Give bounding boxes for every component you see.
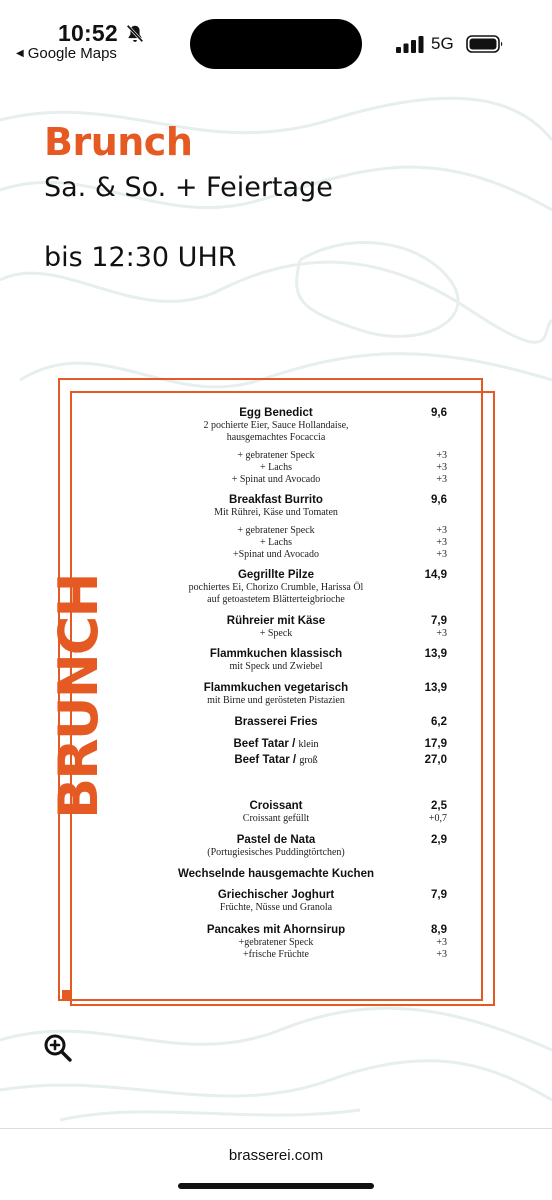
item-desc: Früchte, Nüsse und Granola	[219, 902, 333, 913]
item-desc: mit Birne und gerösteten Pistazien	[207, 695, 345, 706]
addon-price: +3	[436, 450, 447, 461]
menu-item	[160, 834, 392, 859]
page-title: Brunch	[44, 120, 193, 164]
menu-item	[160, 716, 392, 729]
item-price: 9,6	[431, 407, 447, 419]
item-price: 13,9	[424, 682, 447, 694]
back-triangle-icon: ◀	[16, 48, 24, 59]
item-addon: + Lachs	[259, 462, 293, 473]
dynamic-island	[190, 19, 362, 69]
status-time: 10:52	[58, 20, 118, 46]
item-name: Gegrillte Pilze	[237, 569, 315, 581]
url-label[interactable]: brasserei.com	[228, 1147, 324, 1164]
addon-price: +3	[436, 937, 447, 948]
item-price: 2,9	[431, 834, 447, 846]
menu-item	[160, 494, 392, 561]
item-addon: + gebratener Speck	[237, 525, 315, 536]
menu-item	[160, 868, 392, 881]
addon-price: +3	[436, 474, 447, 485]
menu-item	[160, 682, 392, 707]
addon-price: +3	[436, 462, 447, 473]
cellular-signal-icon	[396, 36, 424, 53]
item-addon: + Speck	[259, 628, 293, 639]
addon-price: +3	[436, 628, 447, 639]
item-name: Beef Tatar	[233, 738, 289, 750]
item-size: groß	[299, 755, 318, 766]
item-price: 7,9	[431, 615, 447, 627]
item-name: Griechischer Joghurt	[217, 889, 335, 901]
addon-price: +0,7	[428, 813, 447, 824]
item-price: 8,9	[431, 924, 447, 936]
item-addon: + Lachs	[259, 537, 293, 548]
bell-slash-icon	[124, 23, 146, 45]
opening-hours: bis 12:30 UHR	[44, 242, 237, 273]
item-addon: +frische Früchte	[243, 949, 309, 960]
menu-item	[160, 889, 392, 914]
item-size: klein	[298, 739, 319, 750]
zoom-in-icon[interactable]	[43, 1033, 73, 1063]
menu-item	[160, 407, 392, 486]
item-desc: pochiertes Ei, Chorizo Crumble, Harissa Öl	[188, 582, 364, 593]
item-price: 9,6	[431, 494, 447, 506]
item-addon: + gebratener Speck	[237, 450, 315, 461]
item-name: Beef Tatar	[234, 754, 290, 766]
item-desc: (Portugiesisches Puddingtörtchen)	[207, 847, 345, 858]
item-price: 14,9	[424, 569, 447, 581]
addon-price: +3	[436, 949, 447, 960]
item-price: 27,0	[424, 754, 447, 766]
item-price: 6,2	[431, 716, 447, 728]
item-name: Rühreier mit Käse	[226, 615, 326, 627]
home-indicator[interactable]	[178, 1183, 374, 1189]
item-desc: hausgemachtes Focaccia	[226, 432, 326, 443]
menu-item	[160, 569, 392, 606]
menu-item	[160, 924, 392, 961]
addon-price: +3	[436, 525, 447, 536]
menu-item	[160, 648, 392, 673]
item-price: 7,9	[431, 889, 447, 901]
item-name: Pastel de Nata	[236, 834, 316, 846]
item-name: Flammkuchen klassisch	[209, 648, 343, 660]
battery-icon	[466, 35, 504, 53]
menu-item	[160, 800, 392, 825]
item-name: Egg Benedict	[239, 407, 313, 419]
back-to-app-link[interactable]	[16, 45, 117, 62]
page-subtitle: Sa. & So. + Feiertage	[44, 172, 333, 203]
menu-item: Beef Tatar / groß	[234, 754, 318, 766]
vertical-brunch-label: BRUNCH	[47, 574, 110, 819]
item-name: Wechselnde hausgemachte Kuchen	[178, 868, 374, 880]
item-name: Croissant	[249, 800, 303, 812]
item-desc: mit Speck und Zwiebel	[229, 661, 323, 672]
browser-footer	[0, 1128, 552, 1200]
item-name: Breakfast Burrito	[229, 494, 323, 506]
menu-item: Beef Tatar / klein	[233, 738, 319, 750]
addon-price: +3	[436, 549, 447, 560]
item-addon: +Spinat und Avocado	[232, 549, 319, 560]
item-name: Flammkuchen vegetarisch	[203, 682, 349, 694]
item-desc: Mit Rührei, Käse und Tomaten	[214, 507, 338, 518]
item-name: Brasserei Fries	[234, 716, 318, 728]
item-addon: Croissant gefüllt	[242, 813, 310, 824]
item-desc: auf getoastetem Blätterteigbrioche	[207, 594, 345, 605]
network-type: 5G	[431, 34, 454, 53]
item-price: 13,9	[424, 648, 447, 660]
status-bar	[0, 0, 552, 80]
menu-item	[160, 615, 392, 640]
item-addon: +gebratener Speck	[238, 937, 314, 948]
addon-price: +3	[436, 537, 447, 548]
item-desc: 2 pochierte Eier, Sauce Hollandaise,	[203, 420, 349, 431]
item-name: Pancakes mit Ahornsirup	[206, 924, 346, 936]
item-price: 2,5	[431, 800, 447, 812]
item-price: 17,9	[424, 738, 447, 750]
card-frame-notch	[62, 990, 70, 1000]
back-app-label: Google Maps	[27, 45, 117, 62]
item-addon: + Spinat und Avocado	[231, 474, 321, 485]
